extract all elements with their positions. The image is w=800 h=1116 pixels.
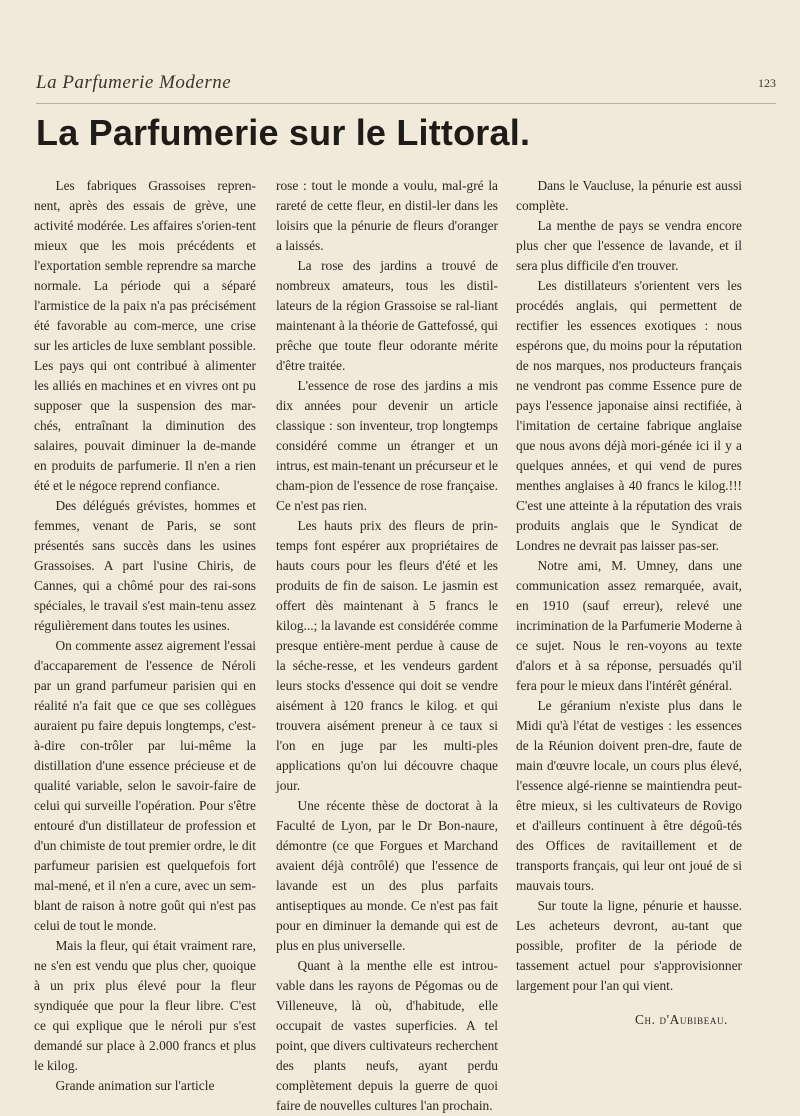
author-signature: Ch. d'Aubibeau. [634,1012,728,1027]
paragraph: Grande animation sur l'article [55,1078,215,1093]
page-number: 123 [758,76,776,90]
paragraph: Quant à la menthe elle est introu-vable dans les rayons de Pégomas ou de Villeneuve, là où, d'habitude, elle occupait de vastes superficies. A tel point, que divers cultivateurs recherchent des plants neufs, ayant perdu complètement depuis la guerre de quoi faire de nouvelles cultures l'an prochain. [276,958,498,1113]
article-title: La Parfumerie sur le Littoral. [36,112,531,153]
paragraph: Mais la fleur, qui était vraiment rare, ne s'en est vendu que plus cher, quoique à un prix plus élevé pour la fleur syndiquée que pour la fleur libre. C'est ce qui explique que le néroli pur s'est demandé sur place à 2.000 francs et plus le kilog. [34,938,256,1073]
paragraph: La rose des jardins a trouvé de nombreux amateurs, tous les distil-lateurs de la région Grassoise se ral-liant maintenant à la théorie de Gattefossé, qui prêche que toute fleur odorante mérite d'être traitée. [276,258,498,373]
paragraph: La menthe de pays se vendra encore plus cher que l'essence de lavande, et il sera plus difficile d'en trouver. [516,218,742,273]
paragraph: Des délégués grévistes, hommes et femmes, venant de Paris, se sont présentés sans succès dans les usines Grassoises. A part l'usine Chiris, de Cannes, qui a chômé pour des rai-sons spéciales, le travail s'est main-tenu assez régulièrement dans toutes les usines. [34,498,256,633]
paragraph: On commente assez aigrement l'essai d'accaparement de l'essence de Néroli par un grand parfumeur parisien qui en réalité n'a fait que ce que ses collègues auraient pu faire depuis longtemps, c'est-à-dire con-trôler par lui-même la distillation d'une essence précieuse et de qualité variable, selon le savoir-faire de celui qui surveille l'opération. Pour s'être entouré d'un distillateur de profession et d'un chimiste de tout premier ordre, le dit parfumeur parisien est quelquefois fort mal-mené, et il n'en a cure, avec un sem-blant de raison à notre goût qui n'est pas celui de tout le monde. [34,638,256,933]
paragraph: Sur toute la ligne, pénurie et hausse. Les acheteurs devront, au-tant que possible, profiter de la période de tassement actuel pour s'approvisionner largement pour l'an qui vient. [516,898,742,993]
header-divider [36,103,776,104]
paragraph: Le géranium n'existe plus dans le Midi qu'à l'état de vestiges : les essences de la Réunion doivent pren-dre, faute de main d'œuvre locale, un cours plus élevé, l'essence algé-rienne se maintiendra peut-être mieux, si les cultivateurs de Rovigo et d'ailleurs continuent à être dégoû-tés des Offices de ravitaillement et de transports français, qui leur ont joué de si mauvais tours. [516,698,742,893]
paragraph: Notre ami, M. Umney, dans une communication assez remarquée, avait, en 1910 (sauf erreur), relevé une incrimination de la Parfumerie Moderne à ce sujet. Nous le ren-voyons au texte d'alors et à sa réponse, persuadés qu'il fera pour le mieux dans l'intérêt général. [516,558,742,693]
paragraph: Dans le Vaucluse, la pénurie est aussi complète. [516,178,742,213]
paragraph: Les hauts prix des fleurs de prin-temps font espérer aux propriétaires de hauts cours pour les fleurs d'été et les produits de fin de saison. Le jasmin est offert dès maintenant à 5 francs le kilog...; la lavande est considérée comme presque entière-ment perdue à cause de la séche-resse, et les vendeurs gardent leurs stocks d'essence qui doit se vendre aisément à 120 francs le kilog. et qui trouvera aisément preneur à ce taux si l'on en juge par les multi-ples applications qu'on lui découvre chaque jour. [276,518,498,793]
paragraph: Les distillateurs s'orientent vers les procédés anglais, qui permettent de rectifier les essences exotiques : nous espérons que, du moins pour la réputation de nos marques, nos producteurs français ne vendront pas comme Essence pure de pays l'essence japonaise ainsi rectifiée, à l'imitation de certaine fabrique anglaise que nous avons déjà mori-génée ici il y a quelques années, et qui vend de pures menthes anglaises à 40 francs le kilog.!!! C'est une atteinte à la réputation des vrais produits anglais que le Syndicat de Londres ne devrait pas laisser pas-ser. [516,278,742,553]
paragraph: Les fabriques Grassoises repren-nent, après des essais de grève, une activité modérée. Les affaires s'orien-tent mieux que les mois précédents et l'exportation semble reprendre sa marche normale. La période qui a séparé l'armistice de la paix n'a pas précisément été favorable au com-merce, une crise sur les articles de luxe semblant possible. Les pays qui ont contribué à alimenter les alliés en machines et en vivres ont pu supposer que la suspension des mar-chés, entraînant la diminution des salaires, pouvait diminuer la de-mande en produits de parfumerie. Il n'en a rien été et le négoce reprend confiance. [34,178,256,493]
article-column-3 [516,176,742,1030]
journal-title: La Parfumerie Moderne [36,72,232,93]
paragraph: Une récente thèse de doctorat à la Faculté de Lyon, par le Dr Bon-naure, démontre (ce que Forgues et Marchand avaient déjà contrôlé) que l'essence de lavande est un des plus parfaits antiseptiques au monde. Ce n'est pas fait pour en diminuer la demande qui est de plus en plus universelle. [276,798,498,953]
running-header [36,72,776,102]
paragraph: L'essence de rose des jardins a mis dix années pour devenir un article classique : son inventeur, trop longtemps considéré comme un étranger et un intrus, est main-tenant un précurseur et le cham-pion de l'essence de rose française. Ce n'est pas rien. [276,378,498,513]
article-column-2 [276,176,498,1116]
article-column-1 [34,176,256,1096]
paragraph: rose : tout le monde a voulu, mal-gré la rareté de cette fleur, en distil-ler dans les loisirs que la pénurie de fleurs d'oranger a laissés. [276,178,498,253]
